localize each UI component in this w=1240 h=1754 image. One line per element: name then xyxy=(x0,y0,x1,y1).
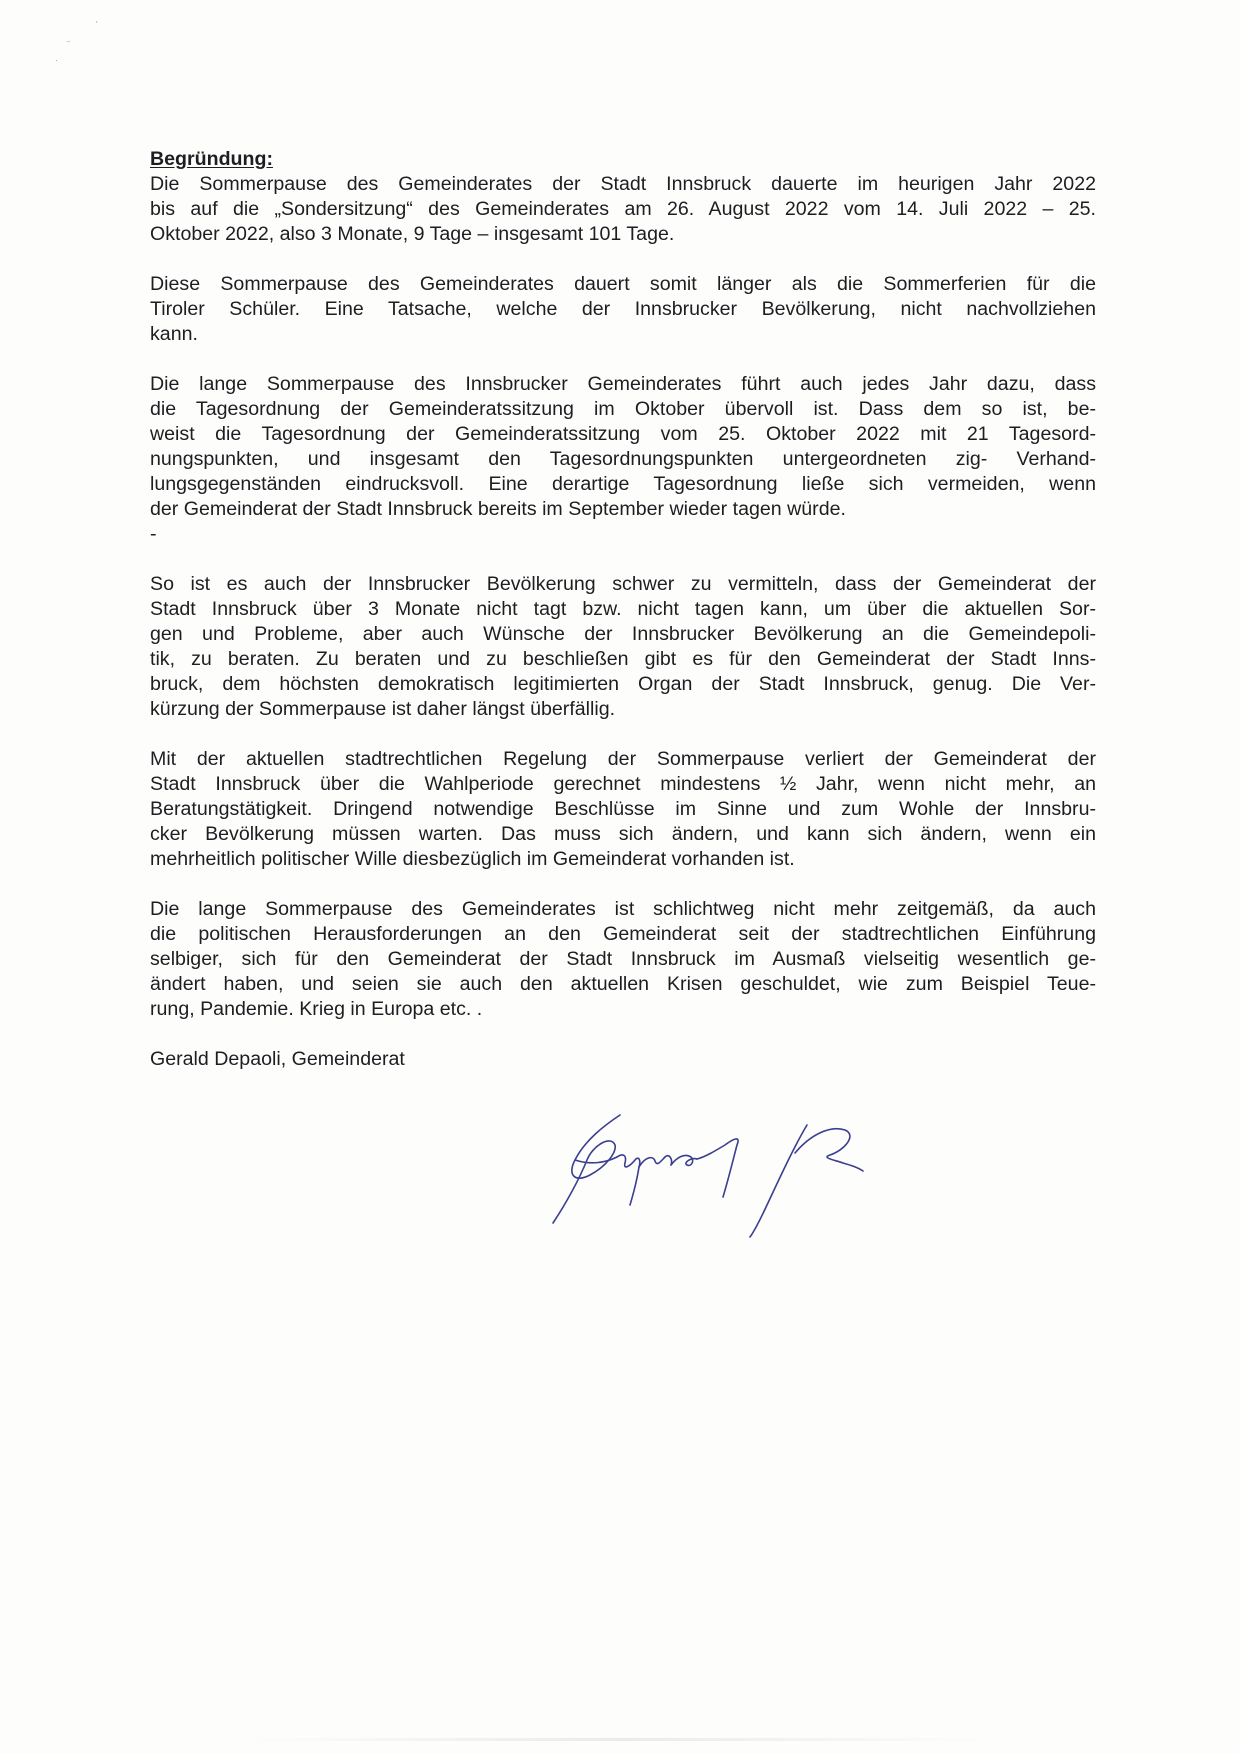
text-line: rung, Pandemie. Krieg in Europa etc. . xyxy=(150,998,483,1020)
paragraph xyxy=(150,372,1096,522)
scan-speck-mark: ⁻ xyxy=(66,38,71,48)
text-line: weist die Tagesordnung der Gemeinderatssitzung vom 25. Oktober 2022 mit 21 Tagesord- xyxy=(150,423,1096,445)
text-line: die politischen Herausforderungen an den Gemeinderat seit der stadtrechtlichen Einführung xyxy=(150,923,1096,945)
text-line: bis auf die „Sondersitzung“ des Gemeinderates am 26. August 2022 vom 14. Juli 2022 – 25. xyxy=(150,198,1096,220)
text-line: cker Bevölkerung müssen warten. Das muss sich ändern, und kann sich ändern, wenn ein xyxy=(150,823,1096,845)
text-line: selbiger, sich für den Gemeinderat der Stadt Innsbruck im Ausmaß vielseitig wesentlich ge- xyxy=(150,948,1096,970)
scan-edge-shadow xyxy=(250,1738,990,1741)
text-line: Die lange Sommerpause des Gemeinderates ist schlichtweg nicht mehr zeitgemäß, da auch xyxy=(150,898,1096,920)
text-line: nungspunkten, und insgesamt den Tagesordnungspunkten untergeordneten zig- Verhand- xyxy=(150,448,1096,470)
text-line: ändert haben, und seien sie auch den aktuellen Krisen geschuldet, wie zum Beispiel Teue- xyxy=(150,973,1096,995)
text-line: Tiroler Schüler. Eine Tatsache, welche der Innsbrucker Bevölkerung, nicht nachvollziehen xyxy=(150,298,1096,320)
text-line: Diese Sommerpause des Gemeinderates dauert somit länger als die Sommerferien für die xyxy=(150,273,1096,295)
paragraph xyxy=(150,572,1096,722)
text-line: Beratungstätigkeit. Dringend notwendige Beschlüsse im Sinne und zum Wohle der Innsbru- xyxy=(150,798,1096,820)
text-line: Die lange Sommerpause des Innsbrucker Gemeinderates führt auch jedes Jahr dazu, dass xyxy=(150,373,1096,395)
text-line: Oktober 2022, also 3 Monate, 9 Tage – insgesamt 101 Tage. xyxy=(150,223,675,245)
text-line: mehrheitlich politischer Wille diesbezüglich im Gemeinderat vorhanden ist. xyxy=(150,848,795,870)
document-body xyxy=(150,147,1096,1072)
paragraph xyxy=(150,897,1096,1022)
section-heading: Begründung: xyxy=(150,148,273,170)
text-line: Die Sommerpause des Gemeinderates der Stadt Innsbruck dauerte im heurigen Jahr 2022 xyxy=(150,173,1096,195)
signer-name: Gerald Depaoli, Gemeinderat xyxy=(150,1048,405,1070)
text-line: Stadt Innsbruck über 3 Monate nicht tagt bzw. nicht tagen kann, um über die aktuellen Sor- xyxy=(150,598,1096,620)
text-line: gen und Probleme, aber auch Wünsche der Innsbrucker Bevölkerung an die Gemeindepoli- xyxy=(150,623,1096,645)
text-line: So ist es auch der Innsbrucker Bevölkerung schwer zu vermitteln, dass der Gemeinderat der xyxy=(150,573,1096,595)
text-line: lungsgegenständen eindrucksvoll. Eine derartige Tagesordnung ließe sich vermeiden, wenn xyxy=(150,473,1096,495)
paragraph xyxy=(150,172,1096,247)
text-line: Mit der aktuellen stadtrechtlichen Regelung der Sommerpause verliert der Gemeinderat der xyxy=(150,748,1096,770)
scan-speck-mark: · xyxy=(55,55,58,65)
text-line: bruck, dem höchsten demokratisch legitimierten Organ der Stadt Innsbruck, genug. Die Ver- xyxy=(150,673,1096,695)
paragraph xyxy=(150,747,1096,872)
scan-speck-mark: ' xyxy=(96,20,98,29)
stray-dash: - xyxy=(150,523,157,545)
handwritten-signature xyxy=(545,1105,945,1245)
text-line: kann. xyxy=(150,323,198,345)
text-line: die Tagesordnung der Gemeinderatssitzung im Oktober übervoll ist. Dass dem so ist, be- xyxy=(150,398,1096,420)
text-line: kürzung der Sommerpause ist daher längst überfällig. xyxy=(150,698,616,720)
paragraph xyxy=(150,272,1096,347)
text-line: tik, zu beraten. Zu beraten und zu beschließen gibt es für den Gemeinderat der Stadt Inns- xyxy=(150,648,1096,670)
text-line: der Gemeinderat der Stadt Innsbruck bereits im September wieder tagen würde. xyxy=(150,498,846,520)
text-line: Stadt Innsbruck über die Wahlperiode gerechnet mindestens ½ Jahr, wenn nicht mehr, an xyxy=(150,773,1096,795)
